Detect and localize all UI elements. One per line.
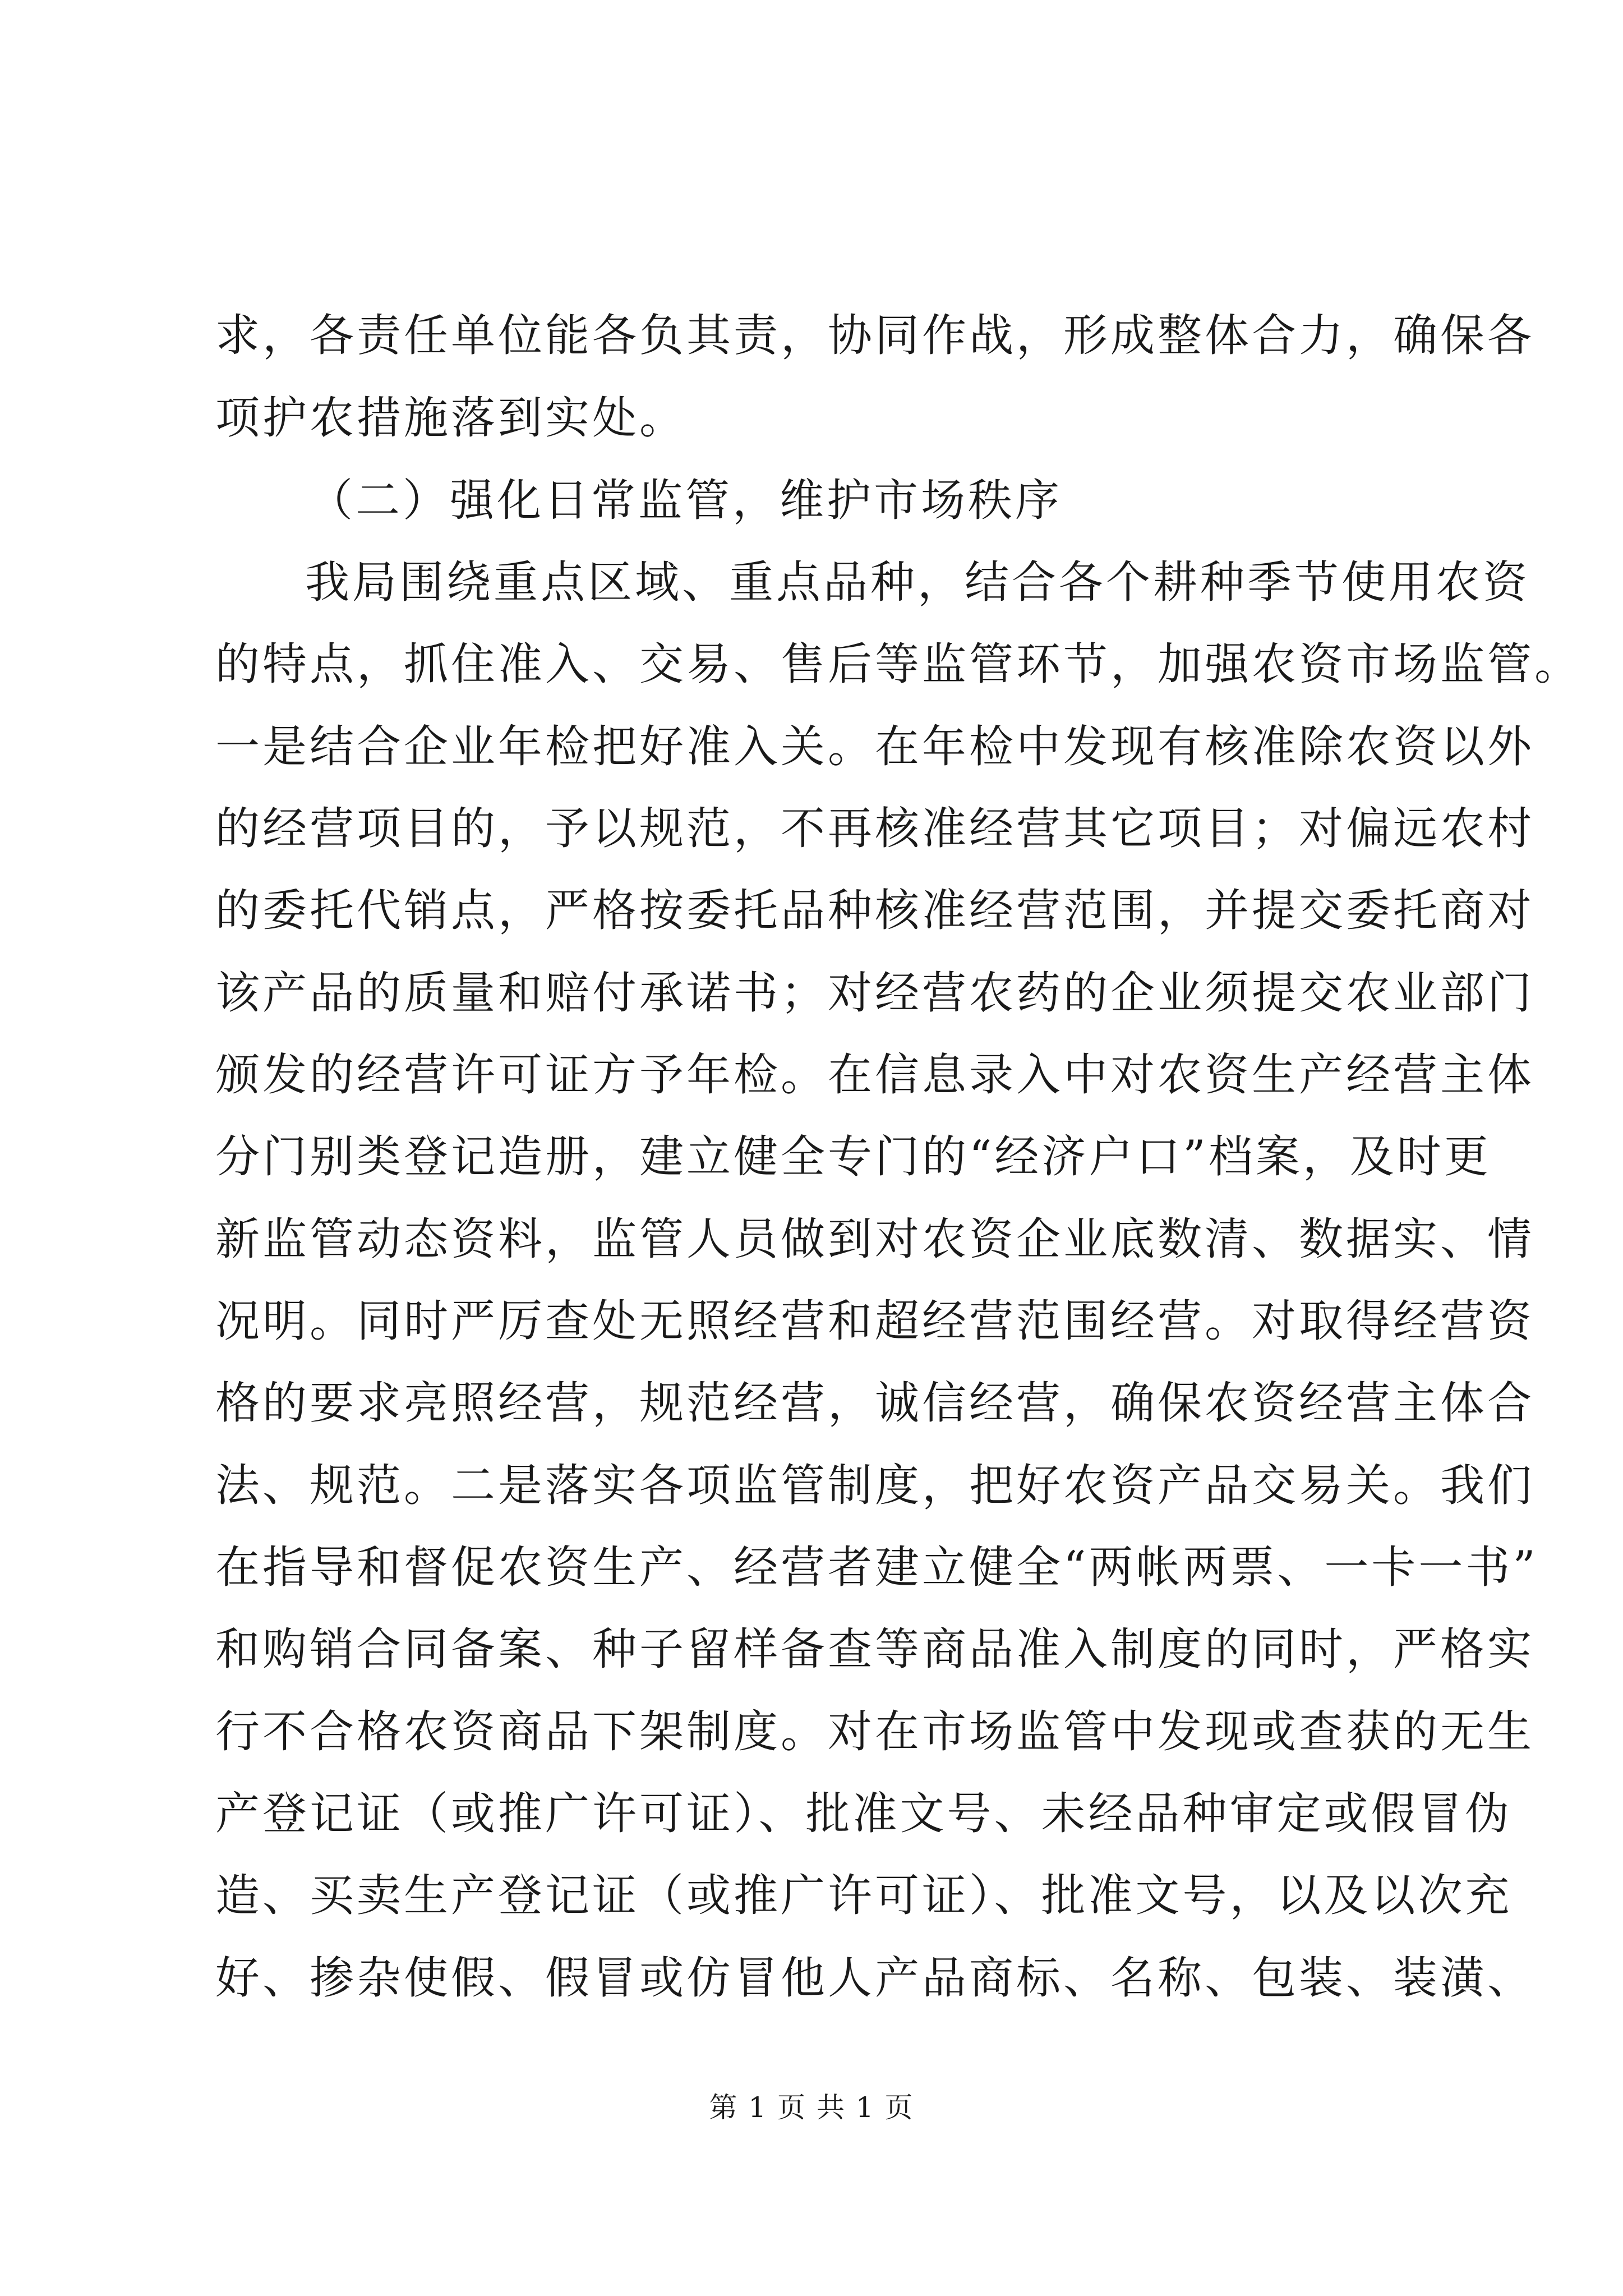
body-line: 颁发的经营许可证方予年检。在信息录入中对农资生产经营主体 [215,1049,1534,1101]
body-line: 的经营项目的，予以规范，不再核准经营其它项目；对偏远农村 [215,803,1534,854]
page-number-footer: 第 1 页 共 1 页 [709,2091,914,2124]
body-line: 该产品的质量和赔付承诺书；对经营农药的企业须提交农业部门 [215,967,1534,1019]
body-line: 行不合格农资商品下架制度。对在市场监管中发现或查获的无生 [215,1706,1534,1757]
body-line: 的特点，抓住准入、交易、售后等监管环节，加强农资市场监管。 [215,638,1581,690]
body-line: 我局围绕重点区域、重点品种，结合各个耕种季节使用农资 [305,556,1530,608]
body-line: 产登记证（或推广许可证）、批准文号、未经品种审定或假冒伪 [215,1788,1513,1839]
body-line: 法、规范。二是落实各项监管制度，把好农资产品交易关。我们 [215,1460,1534,1511]
body-line: 分门别类登记造册，建立健全专门的“经济户口”档案，及时更 [215,1131,1491,1182]
body-line: 新监管动态资料，监管人员做到对农资企业底数清、数据实、情 [215,1213,1534,1265]
body-line: 一是结合企业年检把好准入关。在年检中发现有核准除农资以外 [215,721,1534,772]
body-line: 的委托代销点，严格按委托品种核准经营范围，并提交委托商对 [215,885,1534,936]
body-line: 格的要求亮照经营，规范经营，诚信经营，确保农资经营主体合 [215,1377,1534,1429]
body-line: 好、掺杂使假、假冒或仿冒他人产品商标、名称、包装、装潢、 [215,1952,1534,2004]
section-heading: （二）强化日常监管，维护市场秩序 [308,475,1062,526]
body-line: 在指导和督促农资生产、经营者建立健全“两帐两票、一卡一书” [215,1542,1538,1593]
body-line: 项护农措施落到实处。 [215,392,686,444]
body-line: 况明。同时严厉查处无照经营和超经营范围经营。对取得经营资 [215,1295,1534,1347]
body-line: 求，各责任单位能各负其责，协同作战，形成整体合力，确保各 [215,310,1534,361]
body-line: 和购销合同备案、种子留样备查等商品准入制度的同时，严格实 [215,1623,1534,1675]
body-line: 造、买卖生产登记证（或推广许可证）、批准文号，以及以次充 [215,1870,1513,1921]
